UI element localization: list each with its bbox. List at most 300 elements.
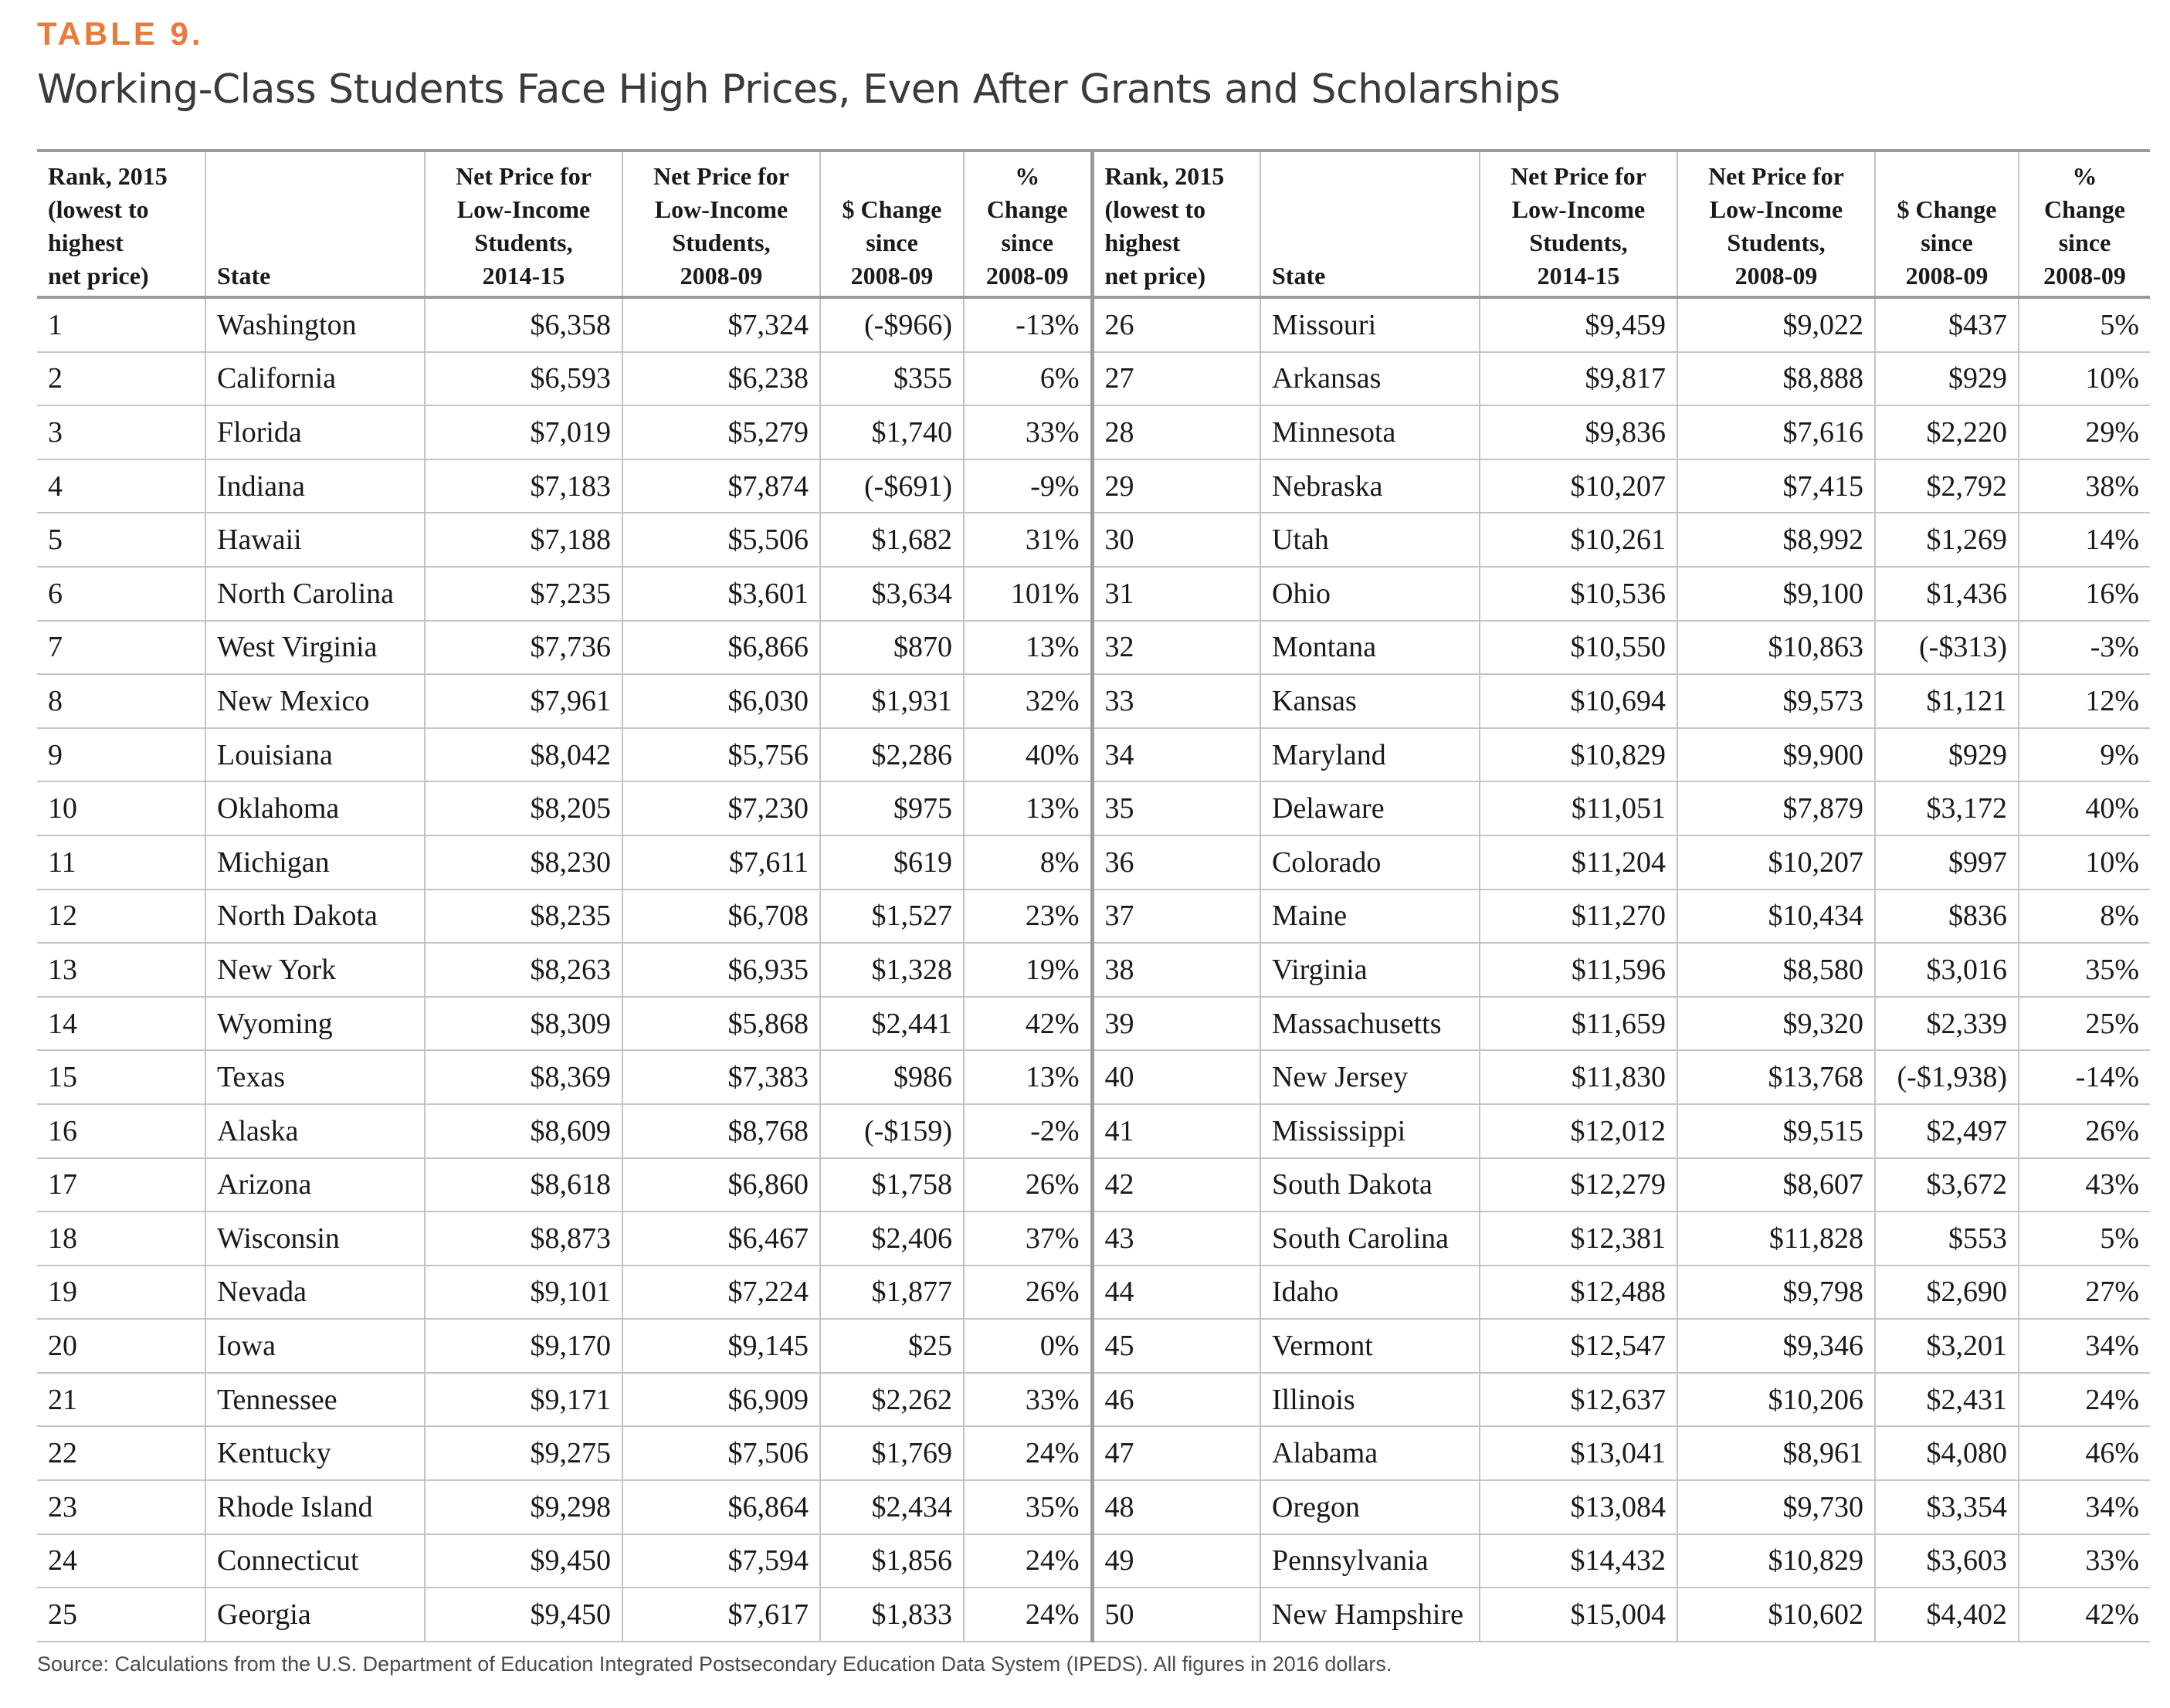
net-price-2008-cell: $8,580 [1677, 943, 1875, 997]
dollar-change-cell: $3,201 [1875, 1319, 2019, 1373]
rank-cell: 50 [1092, 1588, 1260, 1642]
net-price-2014-cell: $12,547 [1480, 1319, 1677, 1373]
net-price-2008-cell: $7,415 [1677, 459, 1875, 513]
net-price-2014-cell: $8,309 [425, 997, 622, 1051]
rank-cell: 35 [1092, 781, 1260, 835]
state-cell: Idaho [1260, 1266, 1480, 1320]
dollar-change-cell: $4,402 [1875, 1588, 2019, 1642]
header-line: 2008-09 [850, 262, 934, 290]
rank-cell: 14 [37, 997, 205, 1051]
net-price-2014-cell: $10,550 [1480, 621, 1677, 675]
percent-change-cell: -13% [964, 297, 1092, 352]
state-cell: New Mexico [205, 674, 425, 728]
header-line: % [1015, 162, 1040, 190]
net-price-2008-cell: $5,506 [622, 513, 820, 567]
net-price-2008-cell: $10,207 [1677, 835, 1875, 890]
net-price-2008-cell: $3,601 [622, 567, 820, 621]
net-price-2008-cell: $10,602 [1677, 1588, 1875, 1642]
rank-cell: 6 [37, 567, 205, 621]
table-row [37, 1588, 2150, 1642]
header-line: Students, [672, 229, 771, 256]
dollar-change-cell: (-$691) [820, 459, 964, 513]
state-cell: Virginia [1260, 943, 1480, 997]
dollar-change-header [1875, 151, 2019, 297]
state-cell: Kentucky [205, 1426, 425, 1480]
dollar-change-cell: $3,672 [1875, 1158, 2019, 1212]
net-price-2014-cell: $9,836 [1480, 405, 1677, 459]
table-label: TABLE 9. [37, 15, 204, 52]
header-line: since [1921, 229, 1973, 256]
rank-cell: 30 [1092, 513, 1260, 567]
state-cell: Oregon [1260, 1480, 1480, 1534]
dollar-change-cell: $1,856 [820, 1534, 964, 1588]
dollar-change-cell: $2,431 [1875, 1373, 2019, 1427]
percent-change-cell: 9% [2019, 728, 2150, 782]
table-row [37, 1104, 2150, 1158]
table-row [37, 1266, 2150, 1320]
state-cell: Michigan [205, 835, 425, 890]
net-price-2014-cell: $9,170 [425, 1319, 622, 1373]
percent-change-cell: 12% [2019, 674, 2150, 728]
percent-change-cell: 38% [2019, 459, 2150, 513]
dollar-change-cell: $3,603 [1875, 1534, 2019, 1588]
state-cell: South Dakota [1260, 1158, 1480, 1212]
dollar-change-cell: $2,262 [820, 1373, 964, 1427]
net-price-2008-cell: $9,798 [1677, 1266, 1875, 1320]
state-cell: Louisiana [205, 728, 425, 782]
state-cell: Connecticut [205, 1534, 425, 1588]
net-price-2014-cell: $9,275 [425, 1426, 622, 1480]
net-price-2008-cell: $7,616 [1677, 405, 1875, 459]
dollar-change-cell: $2,339 [1875, 997, 2019, 1051]
state-cell: Montana [1260, 621, 1480, 675]
net-price-2008-cell: $7,506 [622, 1426, 820, 1480]
table-row [37, 567, 2150, 621]
net-price-2014-cell: $15,004 [1480, 1588, 1677, 1642]
rank-cell: 45 [1092, 1319, 1260, 1373]
dollar-change-cell: $25 [820, 1319, 964, 1373]
percent-change-cell: 33% [964, 405, 1092, 459]
table-row [37, 621, 2150, 675]
percent-change-cell: 33% [964, 1373, 1092, 1427]
dollar-change-cell: $986 [820, 1050, 964, 1104]
header-line: 2008-09 [1905, 262, 1989, 290]
header-line: Students, [474, 229, 573, 256]
percent-change-cell: -3% [2019, 621, 2150, 675]
percent-change-cell: 24% [964, 1588, 1092, 1642]
net-price-2008-cell: $10,206 [1677, 1373, 1875, 1427]
net-price-2008-cell: $7,617 [622, 1588, 820, 1642]
rank-cell: 18 [37, 1212, 205, 1266]
net-price-2008-cell: $7,324 [622, 297, 820, 352]
state-cell: Alaska [205, 1104, 425, 1158]
dollar-change-cell: $997 [1875, 835, 2019, 890]
percent-change-cell: 35% [2019, 943, 2150, 997]
state-cell: Nevada [205, 1266, 425, 1320]
state-cell: Missouri [1260, 297, 1480, 352]
dollar-change-cell: $3,172 [1875, 781, 2019, 835]
net-price-2008-cell: $9,100 [1677, 567, 1875, 621]
header-line: Students, [1727, 229, 1826, 256]
net-price-2014-cell: $11,204 [1480, 835, 1677, 890]
state-cell: New Hampshire [1260, 1588, 1480, 1642]
state-cell: Delaware [1260, 781, 1480, 835]
table-row [37, 1534, 2150, 1588]
net-price-2014-cell: $10,829 [1480, 728, 1677, 782]
state-cell: South Carolina [1260, 1212, 1480, 1266]
percent-change-cell: 6% [964, 352, 1092, 406]
state-cell: Maine [1260, 890, 1480, 944]
rank-cell: 29 [1092, 459, 1260, 513]
dollar-change-cell: $1,769 [820, 1426, 964, 1480]
net-price-2008-cell: $5,756 [622, 728, 820, 782]
dollar-change-cell: $1,758 [820, 1158, 964, 1212]
state-header [205, 151, 425, 297]
dollar-change-cell: $836 [1875, 890, 2019, 944]
dollar-change-cell: $3,634 [820, 567, 964, 621]
state-cell: Minnesota [1260, 405, 1480, 459]
net-price-2008-cell: $6,935 [622, 943, 820, 997]
rank-cell: 23 [37, 1480, 205, 1534]
net-price-2014-cell: $9,101 [425, 1266, 622, 1320]
rank-cell: 28 [1092, 405, 1260, 459]
header-line: Low-Income [456, 195, 591, 223]
net-price-2014-header [425, 151, 622, 297]
net-price-2014-cell: $8,235 [425, 890, 622, 944]
table-row [37, 943, 2150, 997]
header-line: Change [2044, 195, 2125, 223]
dollar-change-cell: $2,441 [820, 997, 964, 1051]
net-price-2014-cell: $10,694 [1480, 674, 1677, 728]
percent-change-cell: 13% [964, 1050, 1092, 1104]
header-row [37, 151, 2150, 297]
net-price-2008-cell: $8,607 [1677, 1158, 1875, 1212]
net-price-2014-cell: $8,042 [425, 728, 622, 782]
page-title: Working-Class Students Face High Prices, Even After Grants and Scholarships [37, 66, 1561, 113]
rank-cell: 46 [1092, 1373, 1260, 1427]
rank-cell: 47 [1092, 1426, 1260, 1480]
net-price-2008-cell: $5,279 [622, 405, 820, 459]
percent-change-cell: 25% [2019, 997, 2150, 1051]
header-line: Rank, 2015 [48, 162, 168, 190]
rank-cell: 38 [1092, 943, 1260, 997]
dollar-change-cell: $1,740 [820, 405, 964, 459]
dollar-change-cell: $929 [1875, 728, 2019, 782]
state-cell: Utah [1260, 513, 1480, 567]
dollar-change-cell: $929 [1875, 352, 2019, 406]
rank-cell: 25 [37, 1588, 205, 1642]
net-price-table [37, 149, 2150, 1642]
state-cell: Indiana [205, 459, 425, 513]
table-row [37, 1212, 2150, 1266]
net-price-2008-cell: $6,708 [622, 890, 820, 944]
net-price-2008-header [622, 151, 820, 297]
percent-change-cell: 10% [2019, 835, 2150, 890]
net-price-2008-cell: $7,230 [622, 781, 820, 835]
percent-change-cell: 37% [964, 1212, 1092, 1266]
rank-cell: 37 [1092, 890, 1260, 944]
state-cell: Maryland [1260, 728, 1480, 782]
rank-cell: 48 [1092, 1480, 1260, 1534]
percent-change-cell: 34% [2019, 1480, 2150, 1534]
rank-cell: 27 [1092, 352, 1260, 406]
percent-change-cell: 26% [964, 1266, 1092, 1320]
net-price-2014-cell: $11,659 [1480, 997, 1677, 1051]
percent-change-cell: 26% [2019, 1104, 2150, 1158]
table-row [37, 1426, 2150, 1480]
state-cell: Arkansas [1260, 352, 1480, 406]
net-price-2014-cell: $8,618 [425, 1158, 622, 1212]
percent-change-cell: 43% [2019, 1158, 2150, 1212]
dollar-change-cell: (-$313) [1875, 621, 2019, 675]
state-cell: Colorado [1260, 835, 1480, 890]
percent-change-cell: -9% [964, 459, 1092, 513]
dollar-change-cell: $1,436 [1875, 567, 2019, 621]
state-cell: Vermont [1260, 1319, 1480, 1373]
percent-change-cell: -2% [964, 1104, 1092, 1158]
rank-cell: 20 [37, 1319, 205, 1373]
percent-change-cell: 24% [964, 1426, 1092, 1480]
percent-change-cell: 10% [2019, 352, 2150, 406]
header-line: 2008-09 [2043, 262, 2126, 290]
rank-cell: 36 [1092, 835, 1260, 890]
dollar-change-cell: $870 [820, 621, 964, 675]
rank-cell: 24 [37, 1534, 205, 1588]
dollar-change-cell: $2,220 [1875, 405, 2019, 459]
percent-change-header [964, 151, 1092, 297]
header-line: $ Change [1897, 195, 1997, 223]
table-row [37, 513, 2150, 567]
net-price-2008-header [1677, 151, 1875, 297]
net-price-2014-cell: $12,488 [1480, 1266, 1677, 1320]
rank-cell: 40 [1092, 1050, 1260, 1104]
percent-change-cell: 27% [2019, 1266, 2150, 1320]
net-price-2014-cell: $9,171 [425, 1373, 622, 1427]
net-price-2008-cell: $7,224 [622, 1266, 820, 1320]
net-price-2008-cell: $8,768 [622, 1104, 820, 1158]
rank-cell: 11 [37, 835, 205, 890]
net-price-2008-cell: $6,866 [622, 621, 820, 675]
percent-change-cell: 8% [964, 835, 1092, 890]
dollar-change-cell: $975 [820, 781, 964, 835]
rank-cell: 19 [37, 1266, 205, 1320]
net-price-2014-header [1480, 151, 1677, 297]
net-price-2008-cell: $9,515 [1677, 1104, 1875, 1158]
state-cell: Iowa [205, 1319, 425, 1373]
state-cell: New York [205, 943, 425, 997]
dollar-change-cell: $355 [820, 352, 964, 406]
state-cell: North Carolina [205, 567, 425, 621]
rank-cell: 2 [37, 352, 205, 406]
header-line: 2014-15 [482, 262, 565, 290]
net-price-2014-cell: $9,450 [425, 1588, 622, 1642]
table-row [37, 674, 2150, 728]
net-price-2014-cell: $10,536 [1480, 567, 1677, 621]
net-price-2008-cell: $9,573 [1677, 674, 1875, 728]
percent-change-header [2019, 151, 2150, 297]
net-price-2014-cell: $13,084 [1480, 1480, 1677, 1534]
state-header [1260, 151, 1480, 297]
net-price-2014-cell: $7,183 [425, 459, 622, 513]
percent-change-cell: 0% [964, 1319, 1092, 1373]
rank-cell: 8 [37, 674, 205, 728]
header-line: Net Price for [456, 162, 592, 190]
net-price-2008-cell: $5,868 [622, 997, 820, 1051]
percent-change-cell: 26% [964, 1158, 1092, 1212]
state-cell: Nebraska [1260, 459, 1480, 513]
percent-change-cell: 35% [964, 1480, 1092, 1534]
net-price-2014-cell: $11,270 [1480, 890, 1677, 944]
net-price-2008-cell: $9,730 [1677, 1480, 1875, 1534]
state-cell: Tennessee [205, 1373, 425, 1427]
dollar-change-cell: $1,527 [820, 890, 964, 944]
net-price-2008-cell: $7,383 [622, 1050, 820, 1104]
dollar-change-cell: $619 [820, 835, 964, 890]
table-row [37, 1373, 2150, 1427]
state-cell: Georgia [205, 1588, 425, 1642]
state-cell: Oklahoma [205, 781, 425, 835]
net-price-2014-cell: $7,736 [425, 621, 622, 675]
percent-change-cell: 40% [2019, 781, 2150, 835]
percent-change-cell: 19% [964, 943, 1092, 997]
table-row [37, 728, 2150, 782]
percent-change-cell: 31% [964, 513, 1092, 567]
header-line: 2014-15 [1537, 262, 1620, 290]
percent-change-cell: 23% [964, 890, 1092, 944]
rank-cell: 33 [1092, 674, 1260, 728]
net-price-2014-cell: $9,450 [425, 1534, 622, 1588]
dollar-change-cell: $1,328 [820, 943, 964, 997]
net-price-2008-cell: $7,874 [622, 459, 820, 513]
percent-change-cell: 101% [964, 567, 1092, 621]
net-price-2014-cell: $6,593 [425, 352, 622, 406]
header-line: (lowest to [48, 195, 149, 223]
rank-cell: 39 [1092, 997, 1260, 1051]
state-cell: Pennsylvania [1260, 1534, 1480, 1588]
rank-cell: 41 [1092, 1104, 1260, 1158]
net-price-2008-cell: $9,900 [1677, 728, 1875, 782]
header-line: State [217, 262, 271, 290]
net-price-2008-cell: $9,320 [1677, 997, 1875, 1051]
header-line: 2008-09 [680, 262, 763, 290]
state-cell: Illinois [1260, 1373, 1480, 1427]
rank-cell: 34 [1092, 728, 1260, 782]
percent-change-cell: 40% [964, 728, 1092, 782]
percent-change-cell: 46% [2019, 1426, 2150, 1480]
dollar-change-cell: $2,406 [820, 1212, 964, 1266]
percent-change-cell: 42% [2019, 1588, 2150, 1642]
dollar-change-cell: $1,931 [820, 674, 964, 728]
net-price-2014-cell: $7,019 [425, 405, 622, 459]
net-price-2008-cell: $11,828 [1677, 1212, 1875, 1266]
state-cell: Mississippi [1260, 1104, 1480, 1158]
header-line: State [1272, 262, 1326, 290]
header-line: Net Price for [1708, 162, 1844, 190]
header-line: Students, [1529, 229, 1628, 256]
dollar-change-cell: $1,682 [820, 513, 964, 567]
net-price-2008-cell: $10,434 [1677, 890, 1875, 944]
rank-cell: 44 [1092, 1266, 1260, 1320]
table-row [37, 297, 2150, 352]
dollar-change-cell: $1,833 [820, 1588, 964, 1642]
header-line: net price) [48, 262, 149, 290]
percent-change-cell: 24% [2019, 1373, 2150, 1427]
rank-cell: 5 [37, 513, 205, 567]
net-price-2014-cell: $14,432 [1480, 1534, 1677, 1588]
rank-cell: 32 [1092, 621, 1260, 675]
net-price-2014-cell: $12,012 [1480, 1104, 1677, 1158]
table-row [37, 890, 2150, 944]
net-price-2008-cell: $7,879 [1677, 781, 1875, 835]
table-row [37, 1050, 2150, 1104]
net-price-2014-cell: $11,830 [1480, 1050, 1677, 1104]
net-price-2008-cell: $9,346 [1677, 1319, 1875, 1373]
net-price-2008-cell: $10,829 [1677, 1534, 1875, 1588]
header-line: Low-Income [654, 195, 788, 223]
dollar-change-cell: $2,690 [1875, 1266, 2019, 1320]
net-price-2008-cell: $10,863 [1677, 621, 1875, 675]
rank-cell: 12 [37, 890, 205, 944]
state-cell: West Virginia [205, 621, 425, 675]
net-price-2014-cell: $8,230 [425, 835, 622, 890]
percent-change-cell: 5% [2019, 1212, 2150, 1266]
net-price-2008-cell: $8,992 [1677, 513, 1875, 567]
rank-cell: 9 [37, 728, 205, 782]
source-note: Source: Calculations from the U.S. Department of Education Integrated Postsecondary Education Data System (IPEDS). All figures in 2016 dollars. [37, 1652, 1392, 1676]
net-price-2008-cell: $6,030 [622, 674, 820, 728]
table-row [37, 1480, 2150, 1534]
table-row [37, 1319, 2150, 1373]
rank-cell: 3 [37, 405, 205, 459]
net-price-2014-cell: $11,596 [1480, 943, 1677, 997]
net-price-2008-cell: $6,909 [622, 1373, 820, 1427]
percent-change-cell: 33% [2019, 1534, 2150, 1588]
rank-cell: 31 [1092, 567, 1260, 621]
net-price-2014-cell: $10,261 [1480, 513, 1677, 567]
table-row [37, 352, 2150, 406]
header-line: highest [1104, 229, 1181, 256]
header-line: highest [48, 229, 124, 256]
net-price-2014-cell: $12,381 [1480, 1212, 1677, 1266]
dollar-change-cell: $2,286 [820, 728, 964, 782]
net-price-2014-cell: $8,205 [425, 781, 622, 835]
net-price-2008-cell: $6,860 [622, 1158, 820, 1212]
dollar-change-cell: $3,354 [1875, 1480, 2019, 1534]
net-price-2014-cell: $7,961 [425, 674, 622, 728]
rank-cell: 13 [37, 943, 205, 997]
net-price-2014-cell: $12,279 [1480, 1158, 1677, 1212]
net-price-2008-cell: $6,467 [622, 1212, 820, 1266]
rank-cell: 1 [37, 297, 205, 352]
state-cell: Ohio [1260, 567, 1480, 621]
state-cell: Texas [205, 1050, 425, 1104]
percent-change-cell: 5% [2019, 297, 2150, 352]
net-price-2014-cell: $7,235 [425, 567, 622, 621]
net-price-2014-cell: $8,263 [425, 943, 622, 997]
rank-cell: 26 [1092, 297, 1260, 352]
percent-change-cell: 32% [964, 674, 1092, 728]
percent-change-cell: 42% [964, 997, 1092, 1051]
table-row [37, 781, 2150, 835]
percent-change-cell: -14% [2019, 1050, 2150, 1104]
header-line: 2008-09 [1734, 262, 1818, 290]
net-price-2008-cell: $7,594 [622, 1534, 820, 1588]
net-price-2014-cell: $9,817 [1480, 352, 1677, 406]
percent-change-cell: 8% [2019, 890, 2150, 944]
header-line: since [1001, 229, 1054, 256]
net-price-2014-cell: $9,459 [1480, 297, 1677, 352]
net-price-2014-cell: $12,637 [1480, 1373, 1677, 1427]
